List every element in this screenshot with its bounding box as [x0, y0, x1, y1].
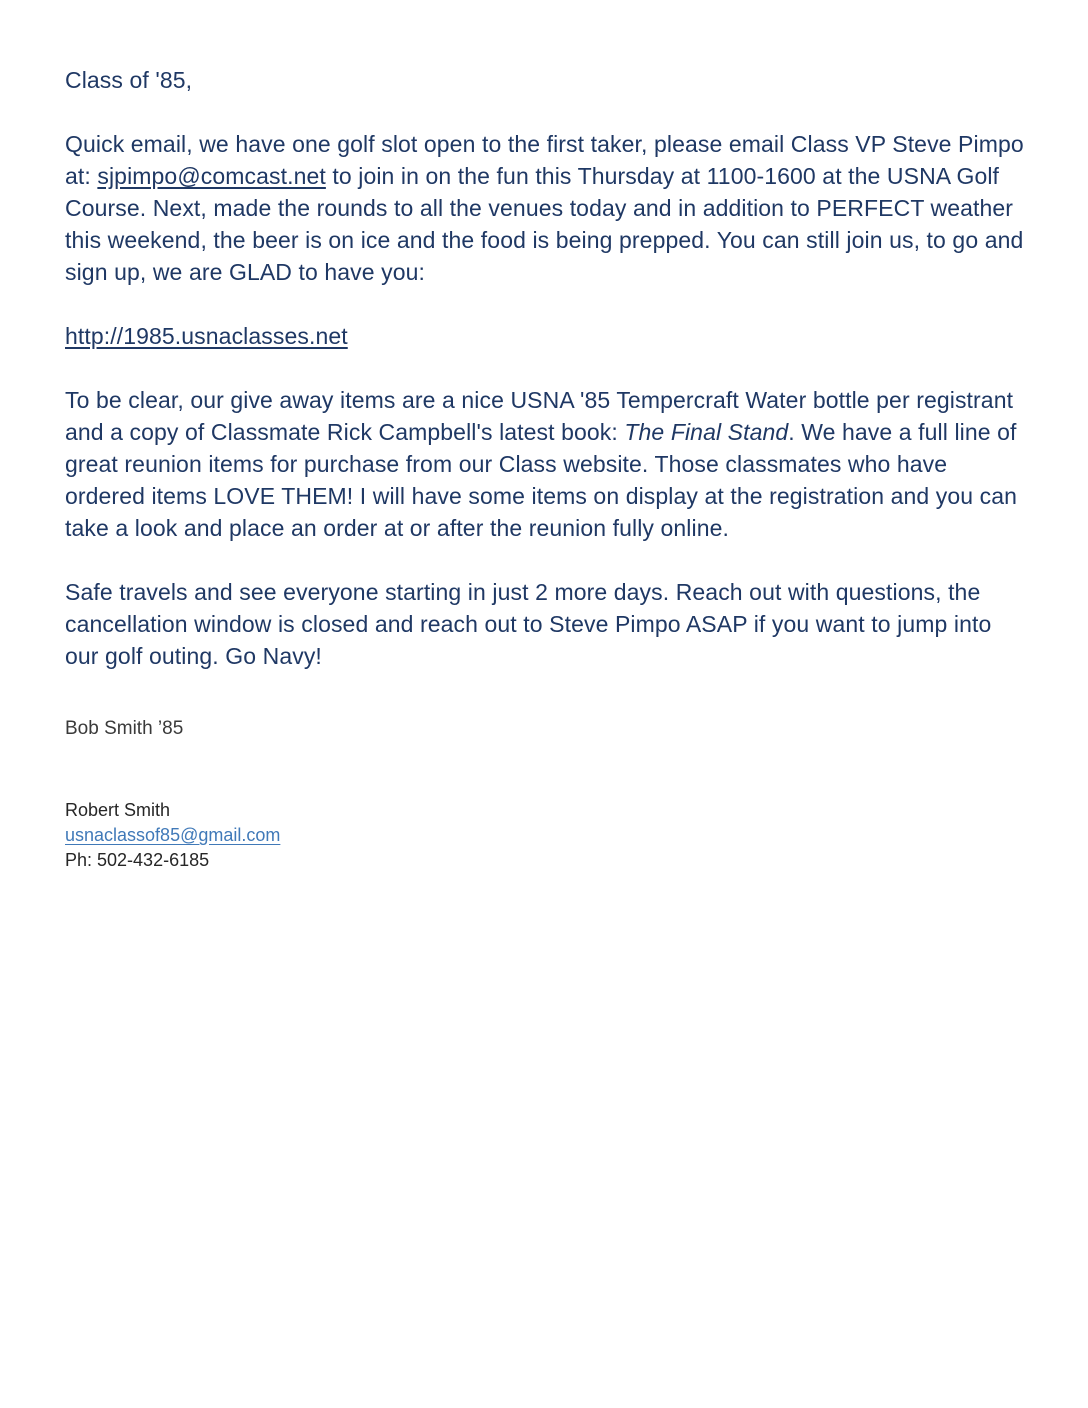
salutation [65, 64, 1026, 96]
signoff [65, 716, 1026, 742]
paragraph-1-after-link: to join in on the fun this Thursday at 1100-1600 at the USNA Golf Course. Next, made the rounds to all the venues today and in addition to PERFECT weather this weekend, the beer is on ice and the food is being prepped. You can still join us, to go and sign up, we are GLAD to have you: [65, 163, 1024, 285]
email-link-sjpimpo[interactable]: sjpimpo@comcast.net [97, 163, 326, 189]
signature-name: Robert Smith [65, 800, 171, 820]
signoff-text: Bob Smith ’85 [65, 718, 184, 739]
website-link-line [65, 320, 1026, 352]
paragraph-giveaway-items [65, 384, 1026, 544]
paragraph-2-before-italic: To be clear, our give away items are a nice USNA '85 Tempercraft Water bottle per registrant and a copy of Classmate Rick Campbell's latest book: [65, 387, 1014, 445]
paragraph-3-text: Safe travels and see everyone starting in just 2 more days. Reach out with questions, the cancellation window is closed and reach out to Steve Pimpo ASAP if you want to jump into our golf outing. Go Navy! [65, 579, 992, 669]
signature-phone: Ph: 502-432-6185 [65, 850, 210, 870]
reunion-website-link[interactable]: http://1985.usnaclasses.net [65, 323, 348, 349]
paragraph-safe-travels [65, 576, 1026, 672]
paragraph-golf-slot [65, 128, 1026, 288]
paragraph-2-after-italic: . We have a full line of great reunion items for purchase from our Class website. Those classmates who have ordered items LOVE THEM! I will have some items on display at the registration and you can take a look and place an order at or after the reunion fully online. [65, 419, 1018, 541]
signature-block [65, 798, 1026, 873]
paragraph-1-before-link: Quick email, we have one golf slot open to the first taker, please email Class VP Steve Pimpo at: [65, 131, 1024, 189]
salutation-text: Class of '85, [65, 67, 193, 93]
book-title-italic: The Final Stand [624, 419, 789, 445]
signature-email-line [65, 823, 1026, 848]
signature-email-link[interactable]: usnaclassof85@gmail.com [65, 825, 281, 845]
